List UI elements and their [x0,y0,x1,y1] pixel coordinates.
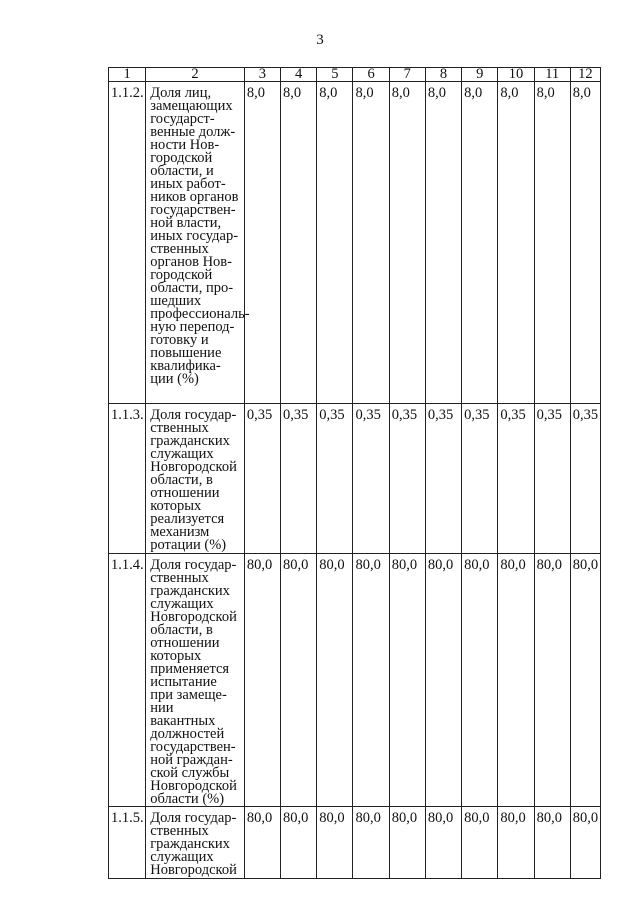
description-line: венные долж- [150,124,236,140]
description-line: служащих [150,596,214,612]
table-row [109,404,601,554]
header-cell: 5 [317,68,353,82]
description-line: при замеще- [150,687,227,703]
description-line: ции (%) [150,371,199,387]
header-cell: 2 [146,68,245,82]
description-line: гражданских [150,836,230,852]
description-line: государствен- [150,739,236,755]
value-cell: 8,0 [425,82,461,404]
value-cell: 80,0 [498,554,534,807]
value-cell: 0,35 [425,404,461,554]
description-line: ственных [150,241,209,257]
description-line: отношении [150,635,220,651]
value-cell: 80,0 [534,554,570,807]
description-line: Новгородской [150,862,237,878]
value-cell: 80,0 [462,807,498,879]
value-cell: 80,0 [317,807,353,879]
description-line: отношении [150,485,220,501]
indicator-description [146,554,245,807]
description-line: Доля государ- [150,557,237,573]
description-line: области, в [150,622,213,638]
description-line: Доля государ- [150,810,237,826]
value-cell: 0,35 [534,404,570,554]
description-line: готовку и [150,332,209,348]
description-line: гражданских [150,583,230,599]
indicator-table [108,67,601,879]
value-cell: 8,0 [570,82,600,404]
indicator-description [146,82,250,404]
page-number: 3 [316,32,324,48]
header-cell: 6 [353,68,389,82]
description-line: области, про- [150,280,234,296]
value-cell: 0,35 [353,404,389,554]
description-line: ственных [150,570,209,586]
description-line: служащих [150,849,214,865]
value-cell: 80,0 [570,807,600,879]
value-cell: 80,0 [244,554,280,807]
description-line: испытание [150,674,217,690]
value-cell: 0,35 [244,404,280,554]
value-cell: 0,35 [462,404,498,554]
value-cell: 8,0 [281,82,317,404]
value-cell: 0,35 [498,404,534,554]
value-cell: 0,35 [389,404,425,554]
description-line: ности Нов- [150,137,220,153]
description-line: механизм [150,524,210,540]
description-line: области, в [150,472,213,488]
description-line: Новгородской [150,459,237,475]
value-cell: 80,0 [281,554,317,807]
header-cell: 7 [389,68,425,82]
header-cell: 3 [244,68,280,82]
table-row [109,554,601,807]
value-cell: 8,0 [498,82,534,404]
description-line: области (%) [150,791,225,807]
description-line: ной граждан- [150,752,233,768]
description-line: должностей [150,726,225,742]
description-line: Доля лиц, [150,85,212,101]
value-cell: 8,0 [244,82,280,404]
table-row [109,82,601,404]
description-line: городской [150,267,213,283]
value-cell: 80,0 [244,807,280,879]
value-cell: 0,35 [281,404,317,554]
value-cell: 0,35 [570,404,600,554]
indicator-description [146,404,245,554]
header-cell: 4 [281,68,317,82]
description-line: ников органов [150,189,239,205]
description-line: иных работ- [150,176,226,192]
description-line: ротации (%) [150,537,227,553]
table-row [109,807,601,879]
description-line: государствен- [150,202,236,218]
header-cell: 1 [109,68,146,82]
description-line: государст- [150,111,215,127]
description-line: шедших [150,293,202,309]
value-cell: 8,0 [462,82,498,404]
description-line: ственных [150,420,209,436]
description-line: служащих [150,446,214,462]
description-line: иных государ- [150,228,239,244]
value-cell: 80,0 [425,807,461,879]
description-line: органов Нов- [150,254,232,270]
value-cell: 80,0 [317,554,353,807]
description-line: городской [150,150,213,166]
value-cell: 80,0 [425,554,461,807]
description-line: которых [150,498,202,514]
value-cell: 80,0 [281,807,317,879]
value-cell: 80,0 [498,807,534,879]
value-cell: 80,0 [353,807,389,879]
header-cell: 9 [462,68,498,82]
description-line: повышение [150,345,222,361]
description-line: ской службы [150,765,230,781]
description-line: квалифика- [150,358,221,374]
description-line: профессиональ- [150,306,250,322]
value-cell: 80,0 [534,807,570,879]
value-cell: 8,0 [317,82,353,404]
row-number: 1.1.5. [109,807,146,879]
value-cell: 80,0 [570,554,600,807]
value-cell: 80,0 [389,554,425,807]
header-cell: 8 [425,68,461,82]
row-number: 1.1.4. [109,554,146,807]
value-cell: 8,0 [389,82,425,404]
description-line: Доля государ- [150,407,237,423]
value-cell: 80,0 [389,807,425,879]
value-cell: 0,35 [317,404,353,554]
description-line: ственных [150,823,209,839]
header-cell: 12 [570,68,600,82]
row-number: 1.1.3. [109,404,146,554]
description-line: замещающих [150,98,233,114]
description-line: ной власти, [150,215,222,231]
value-cell: 80,0 [462,554,498,807]
row-number: 1.1.2. [109,82,146,404]
header-cell: 10 [498,68,534,82]
value-cell: 8,0 [353,82,389,404]
description-line: Новгородской [150,778,237,794]
header-row [109,68,601,82]
value-cell: 8,0 [534,82,570,404]
value-cell: 80,0 [353,554,389,807]
description-line: применяется [150,661,230,677]
description-line: ную перепод- [150,319,235,335]
header-cell: 11 [534,68,570,82]
table-body [109,68,601,879]
description-line: которых [150,648,202,664]
description-line: области, и [150,163,214,179]
description-line: гражданских [150,433,230,449]
description-line: нии вакантных [150,700,216,729]
indicator-description [146,807,245,879]
description-line: реализуется [150,511,225,527]
description-line: Новгородской [150,609,237,625]
